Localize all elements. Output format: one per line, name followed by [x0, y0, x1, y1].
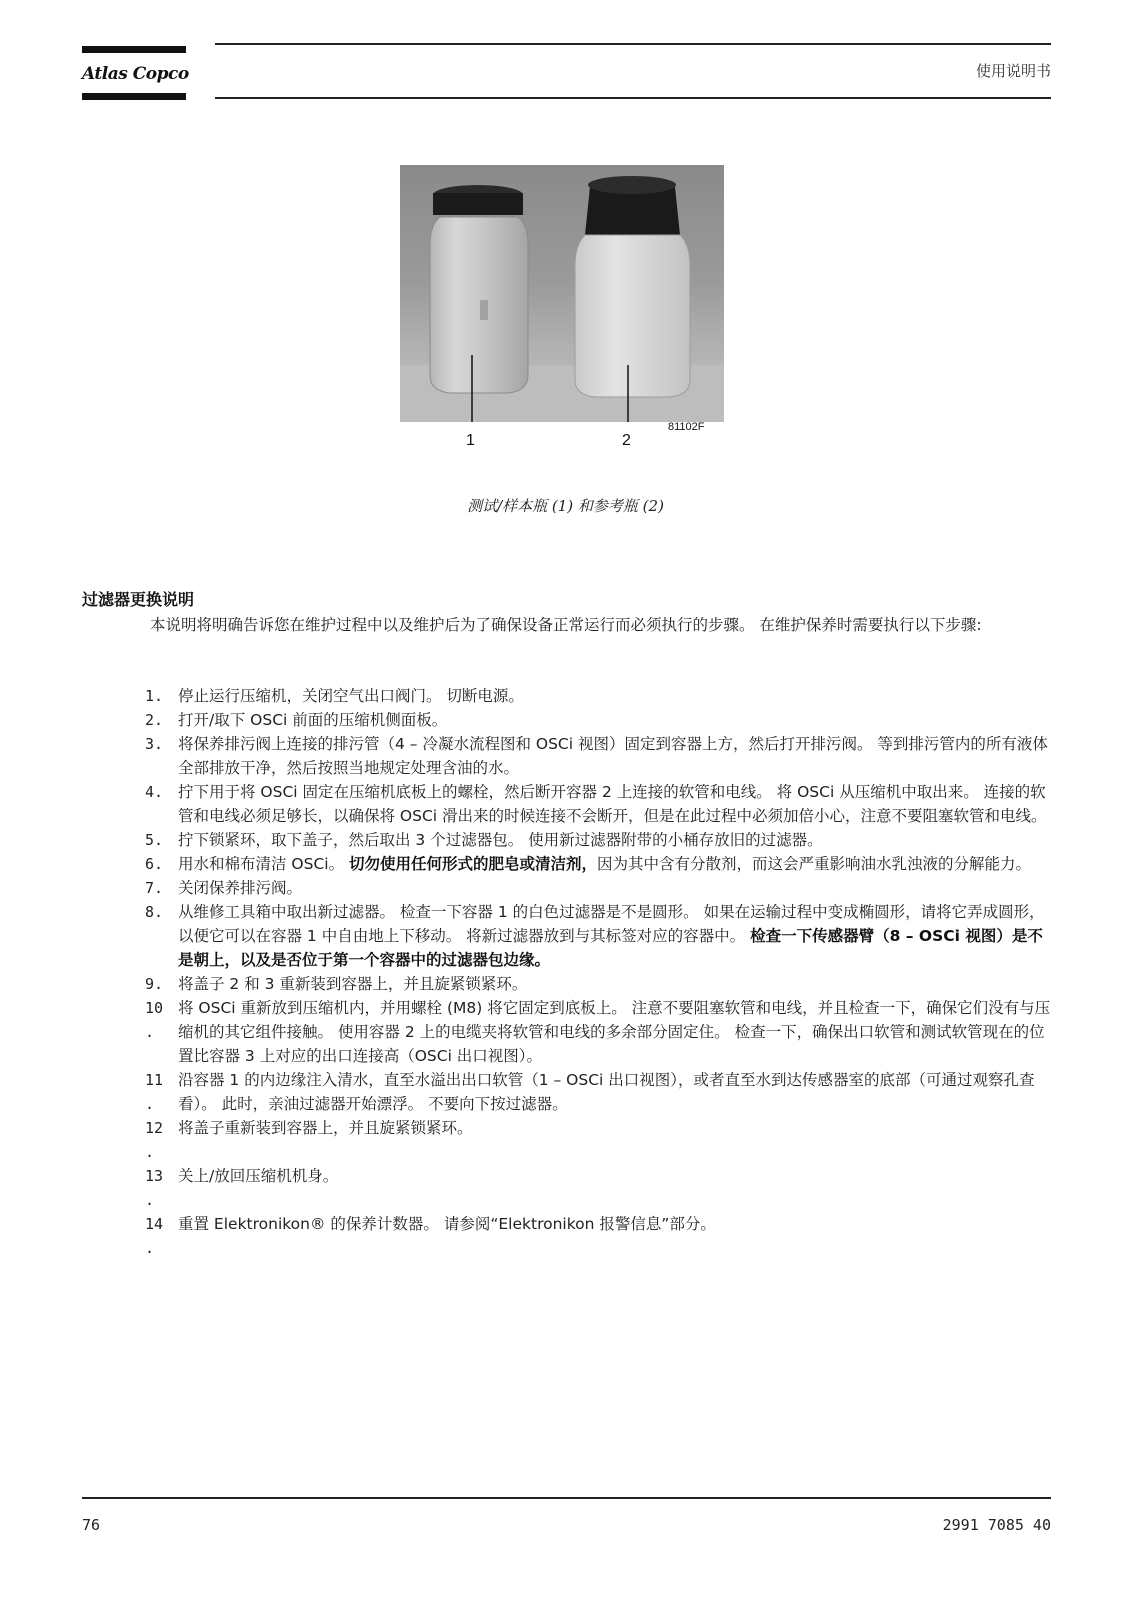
step-text: 拧下用于将 OSCi 固定在压缩机底板上的螺栓，然后断开容器 2 上连接的软管和电线。 将 OSCi 从压缩机中取出来。 连接的软管和电线必须足够长，以确保将 OSCi 滑出来的时候连接不会断开，但是在此过程中必须加倍小心，注意不要阻塞软管和电线。	[178, 783, 1047, 825]
step-8	[145, 900, 1055, 972]
atlas-copco-logo	[82, 46, 189, 100]
logo-top-bar	[82, 46, 186, 53]
test-bottle-1	[430, 185, 528, 393]
step-text: 打开/取下 OSCi 前面的压缩机侧面板。	[178, 711, 448, 729]
document-type-label: 使用说明书	[975, 62, 1051, 80]
step-number: 12 .	[145, 1119, 164, 1161]
step-number: 2.	[145, 711, 164, 729]
step-number: 7.	[145, 879, 164, 897]
logo-bottom-bar	[82, 93, 186, 100]
step-number: 11 .	[145, 1071, 164, 1113]
section-title: 过滤器更换说明	[82, 590, 195, 609]
step-number: 3.	[145, 735, 164, 753]
sample-bottles-photo	[400, 165, 724, 422]
step-text: 将保养排污阀上连接的排污管（4 – 冷凝水流程图和 OSCi 视图）固定到容器上方，然后打开排污阀。 等到排污管内的所有液体全部排放干净，然后按照当地规定处理含油的水。	[178, 735, 1048, 777]
footer-rule	[82, 1497, 1051, 1499]
step-number: 8.	[145, 903, 164, 921]
step-7	[145, 876, 1055, 900]
step-text: 将 OSCi 重新放到压缩机内，并用螺栓 (M8) 将它固定到底板上。 注意不要阻塞软管和电线，并且检查一下，确保它们没有与压缩机的其它组件接触。 使用容器 2 上的电缆夹将软管和电线的多余部分固定住。 检查一下，确保出口软管和测试软管现在的位置比容器 3 上对应的出口连接高（OSCi 出口视图）。	[178, 999, 1051, 1065]
step-number: 13 .	[145, 1167, 164, 1209]
section-intro: 本说明将明确告诉您在维护过程中以及维护后为了确保设备正常运行而必须执行的步骤。 在维护保养时需要执行以下步骤:	[150, 616, 982, 634]
step-14	[145, 1212, 1055, 1260]
step-text	[178, 900, 1055, 972]
step-2	[145, 708, 1055, 732]
step-13	[145, 1164, 1055, 1212]
step-text	[178, 852, 1055, 876]
figure-caption: 测试/样本瓶 (1) 和参考瓶 (2)	[467, 497, 664, 515]
page-number: 76	[82, 1516, 101, 1534]
step-text-part: 从维修工具箱中取出新过滤器。 检查一下容器 1 的白色过滤器是不是圆形。 如果在运输过程中变成椭圆形，请将它弄成圆形，以便它可以在容器 1 中自由地上下移动。 将新过滤器放到与其标签对应的容器中。	[178, 903, 1045, 945]
step-11	[145, 1068, 1055, 1116]
step-text: 沿容器 1 的内边缘注入清水，直至水溢出出口软管（1 – OSCi 出口视图），或者直至水到达传感器室的底部（可通过观察孔查看）。 此时，亲油过滤器开始漂浮。 不要向下按过滤器。	[178, 1071, 1035, 1113]
reference-bottle-2	[575, 176, 690, 397]
step-number: 1.	[145, 687, 164, 705]
step-text: 拧下锁紧环，取下盖子，然后取出 3 个过滤器包。 使用新过滤器附带的小桶存放旧的过滤器。	[178, 831, 823, 849]
step-10	[145, 996, 1055, 1068]
step-4	[145, 780, 1055, 828]
step-text: 关闭保养排污阀。	[178, 879, 303, 897]
step-text-part: 因为其中含有分散剂，而这会严重影响油水乳浊液的分解能力。	[597, 855, 1032, 873]
figure-code: 81102F	[668, 421, 705, 433]
step-number: 10 .	[145, 999, 164, 1041]
step-text-part: 用水和棉布清洁 OSCi。	[178, 855, 350, 873]
step-text: 将盖子 2 和 3 重新装到容器上，并且旋紧锁紧环。	[178, 975, 528, 993]
step-number: 4.	[145, 783, 164, 801]
step-6	[145, 852, 1055, 876]
step-warning-text: 切勿使用任何形式的肥皂或清洁剂，	[349, 855, 598, 873]
step-9	[145, 972, 1055, 996]
header-bottom-rule	[215, 97, 1051, 99]
step-5	[145, 828, 1055, 852]
step-12	[145, 1116, 1055, 1164]
step-number: 9.	[145, 975, 164, 993]
logo-wordmark: Atlas Copco	[82, 64, 189, 84]
step-3	[145, 732, 1055, 780]
header-top-rule	[215, 43, 1051, 45]
callout-2: 2	[622, 432, 631, 449]
step-list	[145, 684, 1055, 1260]
step-text: 将盖子重新装到容器上，并且旋紧锁紧环。	[178, 1119, 473, 1137]
step-emphasis-text: 检查一下传感器臂（8 – OSCi 视图）是不是朝上，以及是否位于第一个容器中的过滤器包边缘。	[178, 927, 1043, 969]
step-text: 停止运行压缩机，关闭空气出口阀门。 切断电源。	[178, 687, 524, 705]
document-code: 2991 7085 40	[942, 1516, 1051, 1534]
step-number: 14 .	[145, 1215, 164, 1257]
callout-1: 1	[466, 432, 475, 449]
step-text: 重置 Elektronikon® 的保养计数器。 请参阅“Elektronikon 报警信息”部分。	[178, 1215, 716, 1233]
step-1	[145, 684, 1055, 708]
step-number: 5.	[145, 831, 164, 849]
step-number: 6.	[145, 855, 164, 873]
step-text: 关上/放回压缩机机身。	[178, 1167, 339, 1185]
